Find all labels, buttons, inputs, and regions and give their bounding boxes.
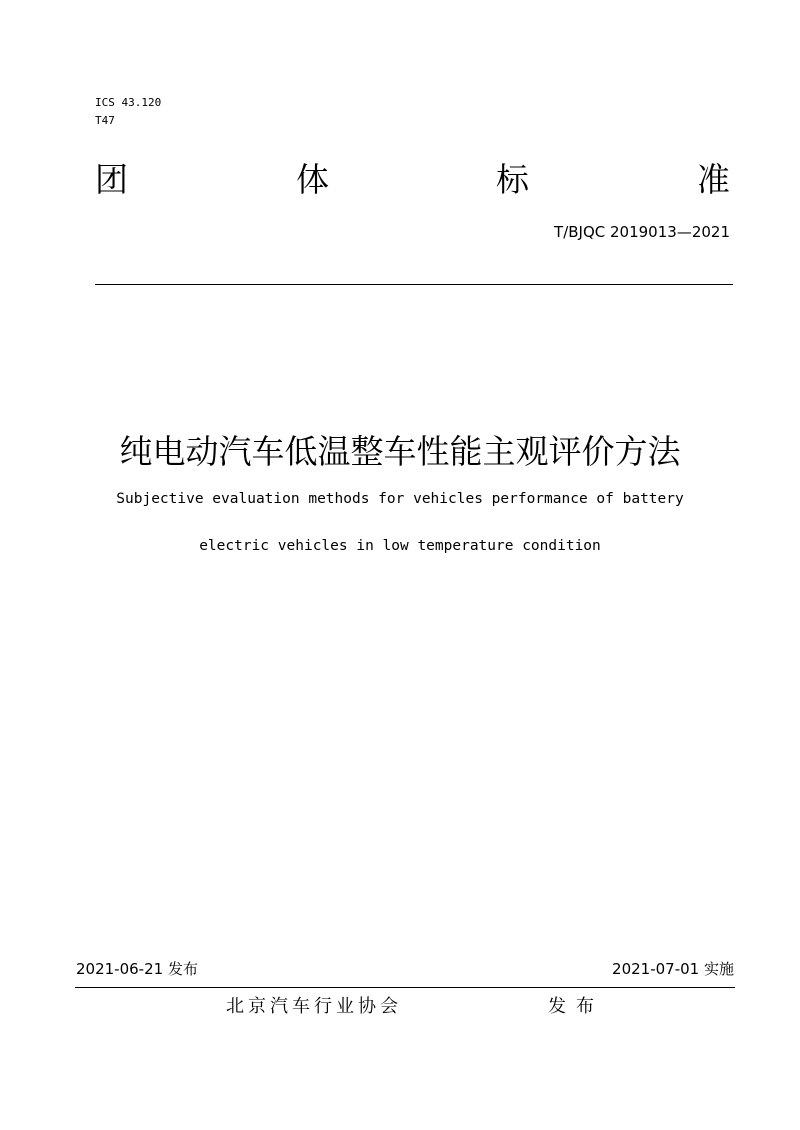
standard-type-char: 团 xyxy=(95,160,128,199)
implementation-date: 2021-07-01 实施 xyxy=(612,960,734,978)
publisher-name: 北京汽车行业协会 xyxy=(226,996,402,1017)
footer-divider xyxy=(75,987,735,988)
standard-type-char: 标 xyxy=(496,160,529,199)
standard-number: T/BJQC 2019013—2021 xyxy=(554,223,730,241)
publish-date: 2021-06-21 发布 xyxy=(76,960,198,978)
standard-type-char: 准 xyxy=(697,160,730,199)
document-title-english-line-2: electric vehicles in low temperature condition xyxy=(199,538,601,554)
standard-type-char: 体 xyxy=(296,160,329,199)
document-title-english-line-1: Subjective evaluation methods for vehicles performance of battery xyxy=(116,491,684,507)
ics-code: ICS 43.120 xyxy=(95,96,162,109)
document-title-chinese: 纯电动汽车低温整车性能主观评价方法 xyxy=(119,432,681,471)
publish-label: 发布 xyxy=(548,996,604,1017)
header-divider xyxy=(95,284,733,285)
ccs-code: T47 xyxy=(95,114,115,127)
